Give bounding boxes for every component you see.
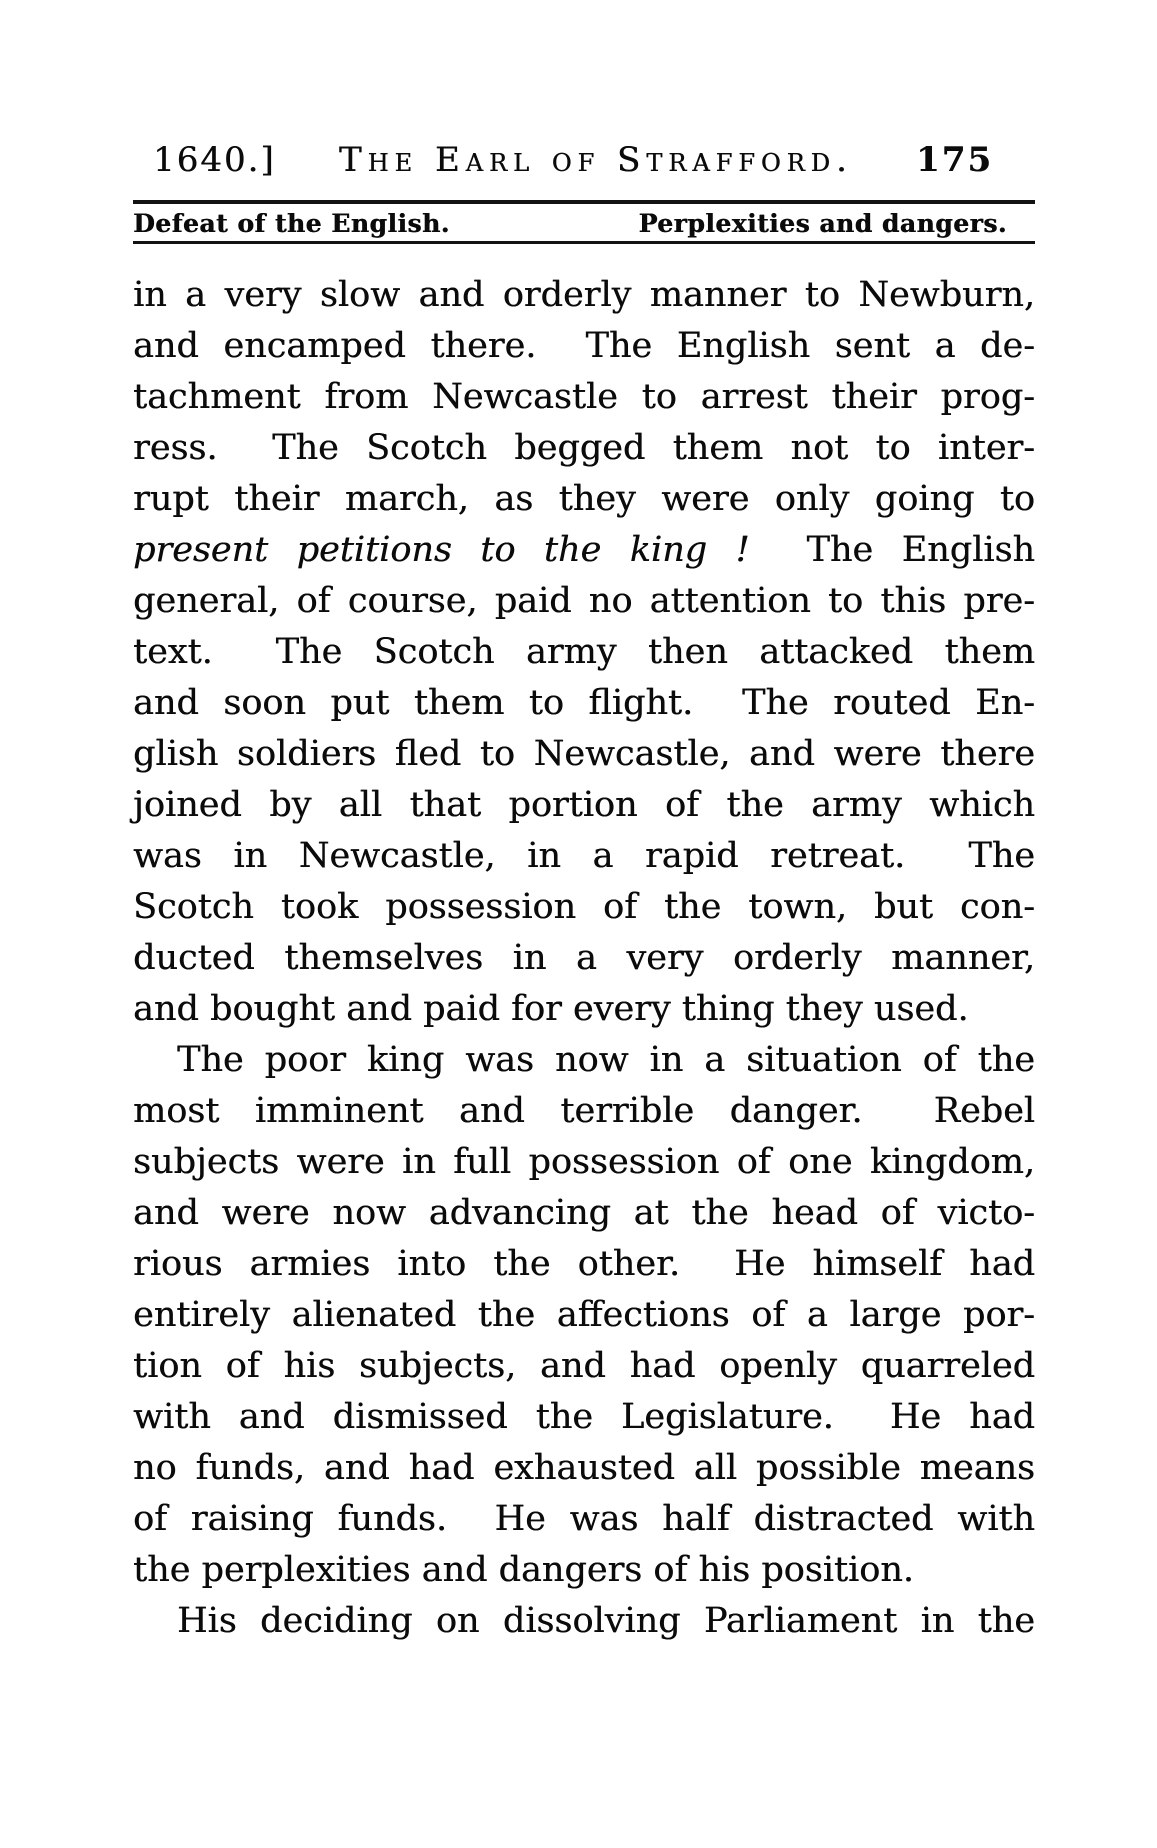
- page-header: [133, 140, 1035, 180]
- text-segment: glish soldiers fled to Newcastle, and were there: [133, 734, 1035, 774]
- text-line: [133, 372, 1035, 423]
- text-line: [133, 576, 1035, 627]
- text-line: [133, 627, 1035, 678]
- running-head-left: Defeat of the English.: [133, 209, 450, 238]
- text-line: [133, 1596, 1035, 1647]
- text-line: [133, 1341, 1035, 1392]
- text-segment: rious armies into the other. He himself had: [133, 1244, 1035, 1284]
- text-segment: ducted themselves in a very orderly manner,: [133, 938, 1035, 978]
- text-line: [133, 882, 1035, 933]
- running-heads: [133, 209, 1035, 238]
- text-segment: His deciding on dissolving Parliament in the: [177, 1601, 1035, 1641]
- page-number: 175: [916, 140, 993, 180]
- text-line: [133, 1494, 1035, 1545]
- text-line: [133, 474, 1035, 525]
- text-line: [133, 1290, 1035, 1341]
- text-segment: most imminent and terrible danger. Rebel: [133, 1091, 1035, 1131]
- text-line: [133, 678, 1035, 729]
- text-segment: subjects were in full possession of one kingdom,: [133, 1142, 1035, 1182]
- header-rule-bottom: [133, 241, 1035, 244]
- text-line: [133, 933, 1035, 984]
- text-segment: tion of his subjects, and had openly quarreled: [133, 1346, 1035, 1386]
- text-line: [133, 1239, 1035, 1290]
- text-line: [133, 1188, 1035, 1239]
- text-segment: was in Newcastle, in a rapid retreat. The: [133, 836, 1035, 876]
- text-segment: and encamped there. The English sent a de-: [133, 326, 1035, 366]
- text-line: [133, 270, 1035, 321]
- text-line: [133, 1137, 1035, 1188]
- text-segment: with and dismissed the Legislature. He had: [133, 1397, 1035, 1437]
- text-segment: joined by all that portion of the army which: [133, 785, 1035, 825]
- running-head-right: Perplexities and dangers.: [638, 209, 1007, 238]
- text-line: [133, 1392, 1035, 1443]
- body-text: [133, 270, 1035, 1647]
- italic-text-segment: present petitions to the king !: [133, 530, 750, 570]
- text-segment: Scotch took possession of the town, but con-: [133, 887, 1035, 927]
- text-line: [133, 525, 1035, 576]
- text-segment: ress. The Scotch begged them not to inter-: [133, 428, 1035, 468]
- text-segment: and soon put them to flight. The routed En-: [133, 683, 1035, 723]
- text-segment: and were now advancing at the head of victo-: [133, 1193, 1035, 1233]
- text-segment: the perplexities and dangers of his position.: [133, 1550, 914, 1590]
- text-segment: rupt their march, as they were only going to: [133, 479, 1035, 519]
- text-segment: tachment from Newcastle to arrest their prog-: [133, 377, 1035, 417]
- text-segment: general, of course, paid no attention to this pre-: [133, 581, 1035, 621]
- text-segment: in a very slow and orderly manner to Newburn,: [133, 275, 1035, 315]
- text-line: [133, 1443, 1035, 1494]
- text-line: [133, 423, 1035, 474]
- text-line: [133, 1035, 1035, 1086]
- header-rule-top: [133, 200, 1035, 204]
- header-year: 1640.]: [153, 140, 276, 180]
- text-line: [133, 780, 1035, 831]
- text-segment: no funds, and had exhausted all possible means: [133, 1448, 1035, 1488]
- text-segment: and bought and paid for every thing they used.: [133, 989, 969, 1029]
- text-segment: text. The Scotch army then attacked them: [133, 632, 1035, 672]
- text-line: [133, 321, 1035, 372]
- text-line: [133, 729, 1035, 780]
- text-line: [133, 1086, 1035, 1137]
- text-segment: The poor king was now in a situation of the: [177, 1040, 1035, 1080]
- text-line: [133, 1545, 1035, 1596]
- text-segment: The English: [749, 530, 1035, 570]
- text-line: [133, 831, 1035, 882]
- page-title: The Earl of Strafford.: [338, 140, 853, 180]
- text-line: [133, 984, 1035, 1035]
- text-segment: of raising funds. He was half distracted with: [133, 1499, 1035, 1539]
- text-segment: entirely alienated the affections of a large por-: [133, 1295, 1035, 1335]
